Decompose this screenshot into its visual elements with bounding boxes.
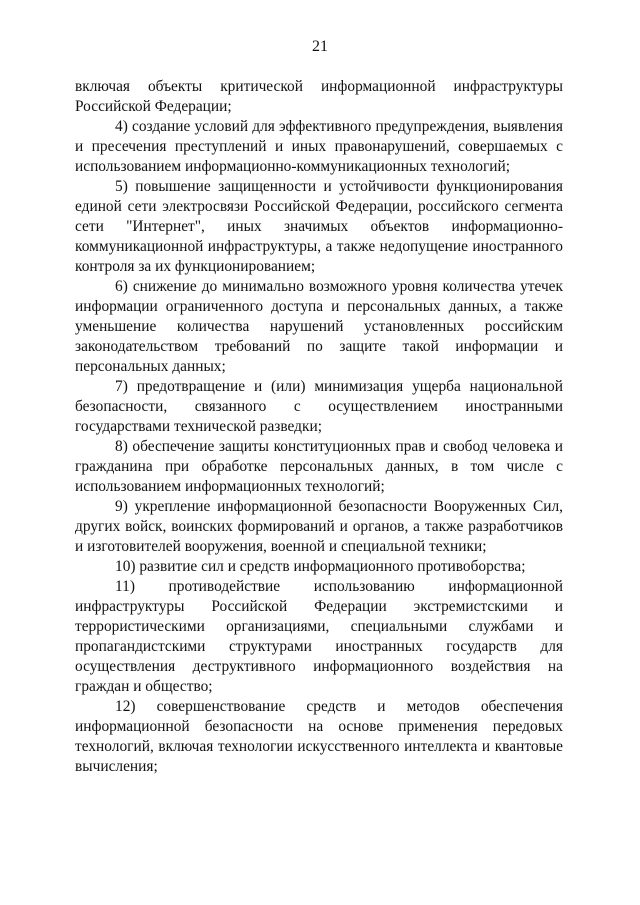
paragraph-item-12: 12) совершенствование средств и методов обеспечения информационной безопасности на основе применения передовых технологий, включая технологии искусственного интеллекта и квантовые вычисления; [75, 698, 563, 775]
paragraph-item-6: 6) снижение до минимально возможного уровня количества утечек информации ограниченного доступа и персональных данных, а также уменьшение количества нарушений установленных российским законодательством требований по защите такой информации и персональных данных; [75, 278, 563, 375]
paragraph-item-4: 4) создание условий для эффективного предупреждения, выявления и пресечения преступлений и иных правонарушений, совершаемых с использованием информационно-коммуникационных технологий; [75, 118, 563, 175]
paragraph-item-9: 9) укрепление информационной безопасности Вооруженных Сил, других войск, воинских формирований и органов, а также разработчиков и изготовителей вооружения, военной и специальной техники; [75, 498, 563, 555]
paragraph-item-7: 7) предотвращение и (или) минимизация ущерба национальной безопасности, связанного с осуществлением иностранными государствами технической разведки; [75, 378, 563, 435]
paragraph-intro: включая объекты критической информационной инфраструктуры Российской Федерации; [75, 78, 563, 115]
paragraph-item-8: 8) обеспечение защиты конституционных прав и свобод человека и гражданина при обработке персональных данных, в том числе с использованием информационных технологий; [75, 438, 563, 495]
paragraph-item-10: 10) развитие сил и средств информационного противоборства; [115, 558, 526, 575]
document-body [75, 77, 563, 777]
paragraph-item-5: 5) повышение защищенности и устойчивости функционирования единой сети электросвязи Российской Федерации, российского сегмента сети "Интернет", иных значимых объектов информационно-коммуникационной инфраструктуры, а также недопущение иностранного контроля за их функционированием; [75, 178, 563, 275]
page-number: 21 [312, 38, 328, 55]
paragraph-item-11: 11) противодействие использованию информационной инфраструктуры Российской Федерации экстремистскими и террористическими организациями, специальными службами и пропагандистскими структурами иностранных государств для осуществления деструктивного информационного воздействия на граждан и общество; [75, 578, 563, 695]
